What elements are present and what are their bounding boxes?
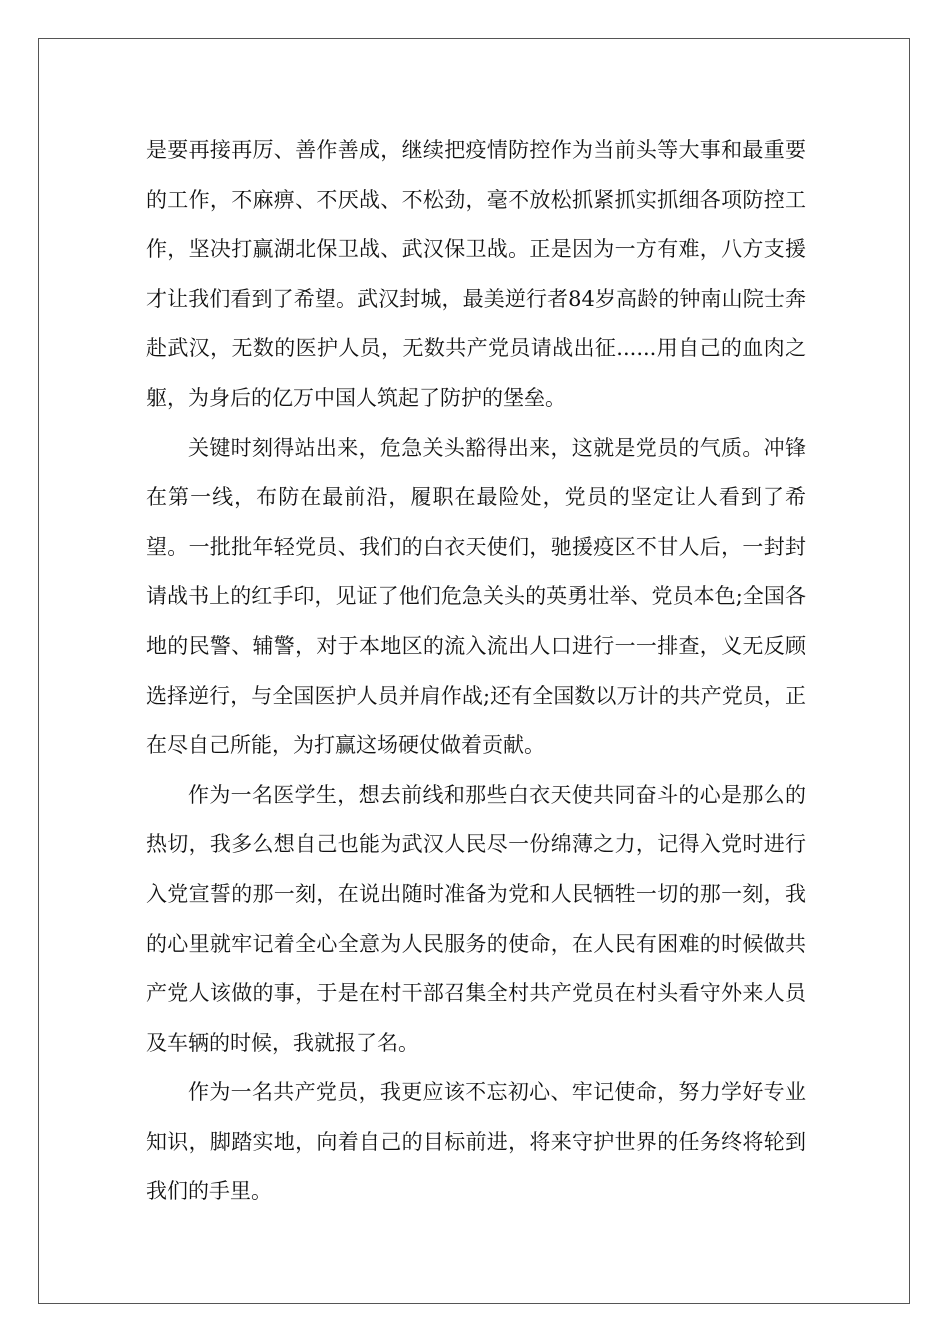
paragraph-conclusion: 作为一名共产党员，我更应该不忘初心、牢记使命，努力学好专业知识，脚踏实地，向着自己的目标前进，将来守护世界的任务终将轮到我们的手里。 (146, 1080, 806, 1204)
paragraph-continuation: 是要再接再厉、善作善成，继续把疫情防控作为当前头等大事和最重要的工作，不麻痹、不厌战、不松劲，毫不放松抓紧抓实抓细各项防控工作，坚决打赢湖北保卫战、武汉保卫战。正是因为一方有难，八方支援才让我们看到了希望。武汉封城，最美逆行者84岁高龄的钟南山院士奔赴武汉，无数的医护人员，无数共产党员请战出征......用自己的血肉之躯，为身后的亿万中国人筑起了防护的堡垒。 (146, 138, 806, 410)
paragraph-medical-student: 作为一名医学生，想去前线和那些白衣天使共同奋斗的心是那么的热切，我多么想自己也能为武汉人民尽一份绵薄之力，记得入党时进行入党宣誓的那一刻，在说出随时准备为党和人民牺牲一切的那一刻，我的心里就牢记着全心全意为人民服务的使命，在人民有困难的时候做共产党人该做的事，于是在村干部召集全村共产党员在村头看守外来人员及车辆的时候，我就报了名。 (146, 782, 806, 1055)
document-body (146, 126, 806, 1217)
paragraph-party-members: 关键时刻得站出来，危急关头豁得出来，这就是党员的气质。冲锋在第一线，布防在最前沿，履职在最险处，党员的坚定让人看到了希望。一批批年轻党员、我们的白衣天使们，驰援疫区不甘人后，一封封请战书上的红手印，见证了他们危急关头的英勇壮举、党员本色;全国各地的民警、辅警，对于本地区的流入流出人口进行一一排查，义无反顾选择逆行，与全国医护人员并肩作战;还有全国数以万计的共产党员，正在尽自己所能，为打赢这场硬仗做着贡献。 (146, 435, 806, 758)
